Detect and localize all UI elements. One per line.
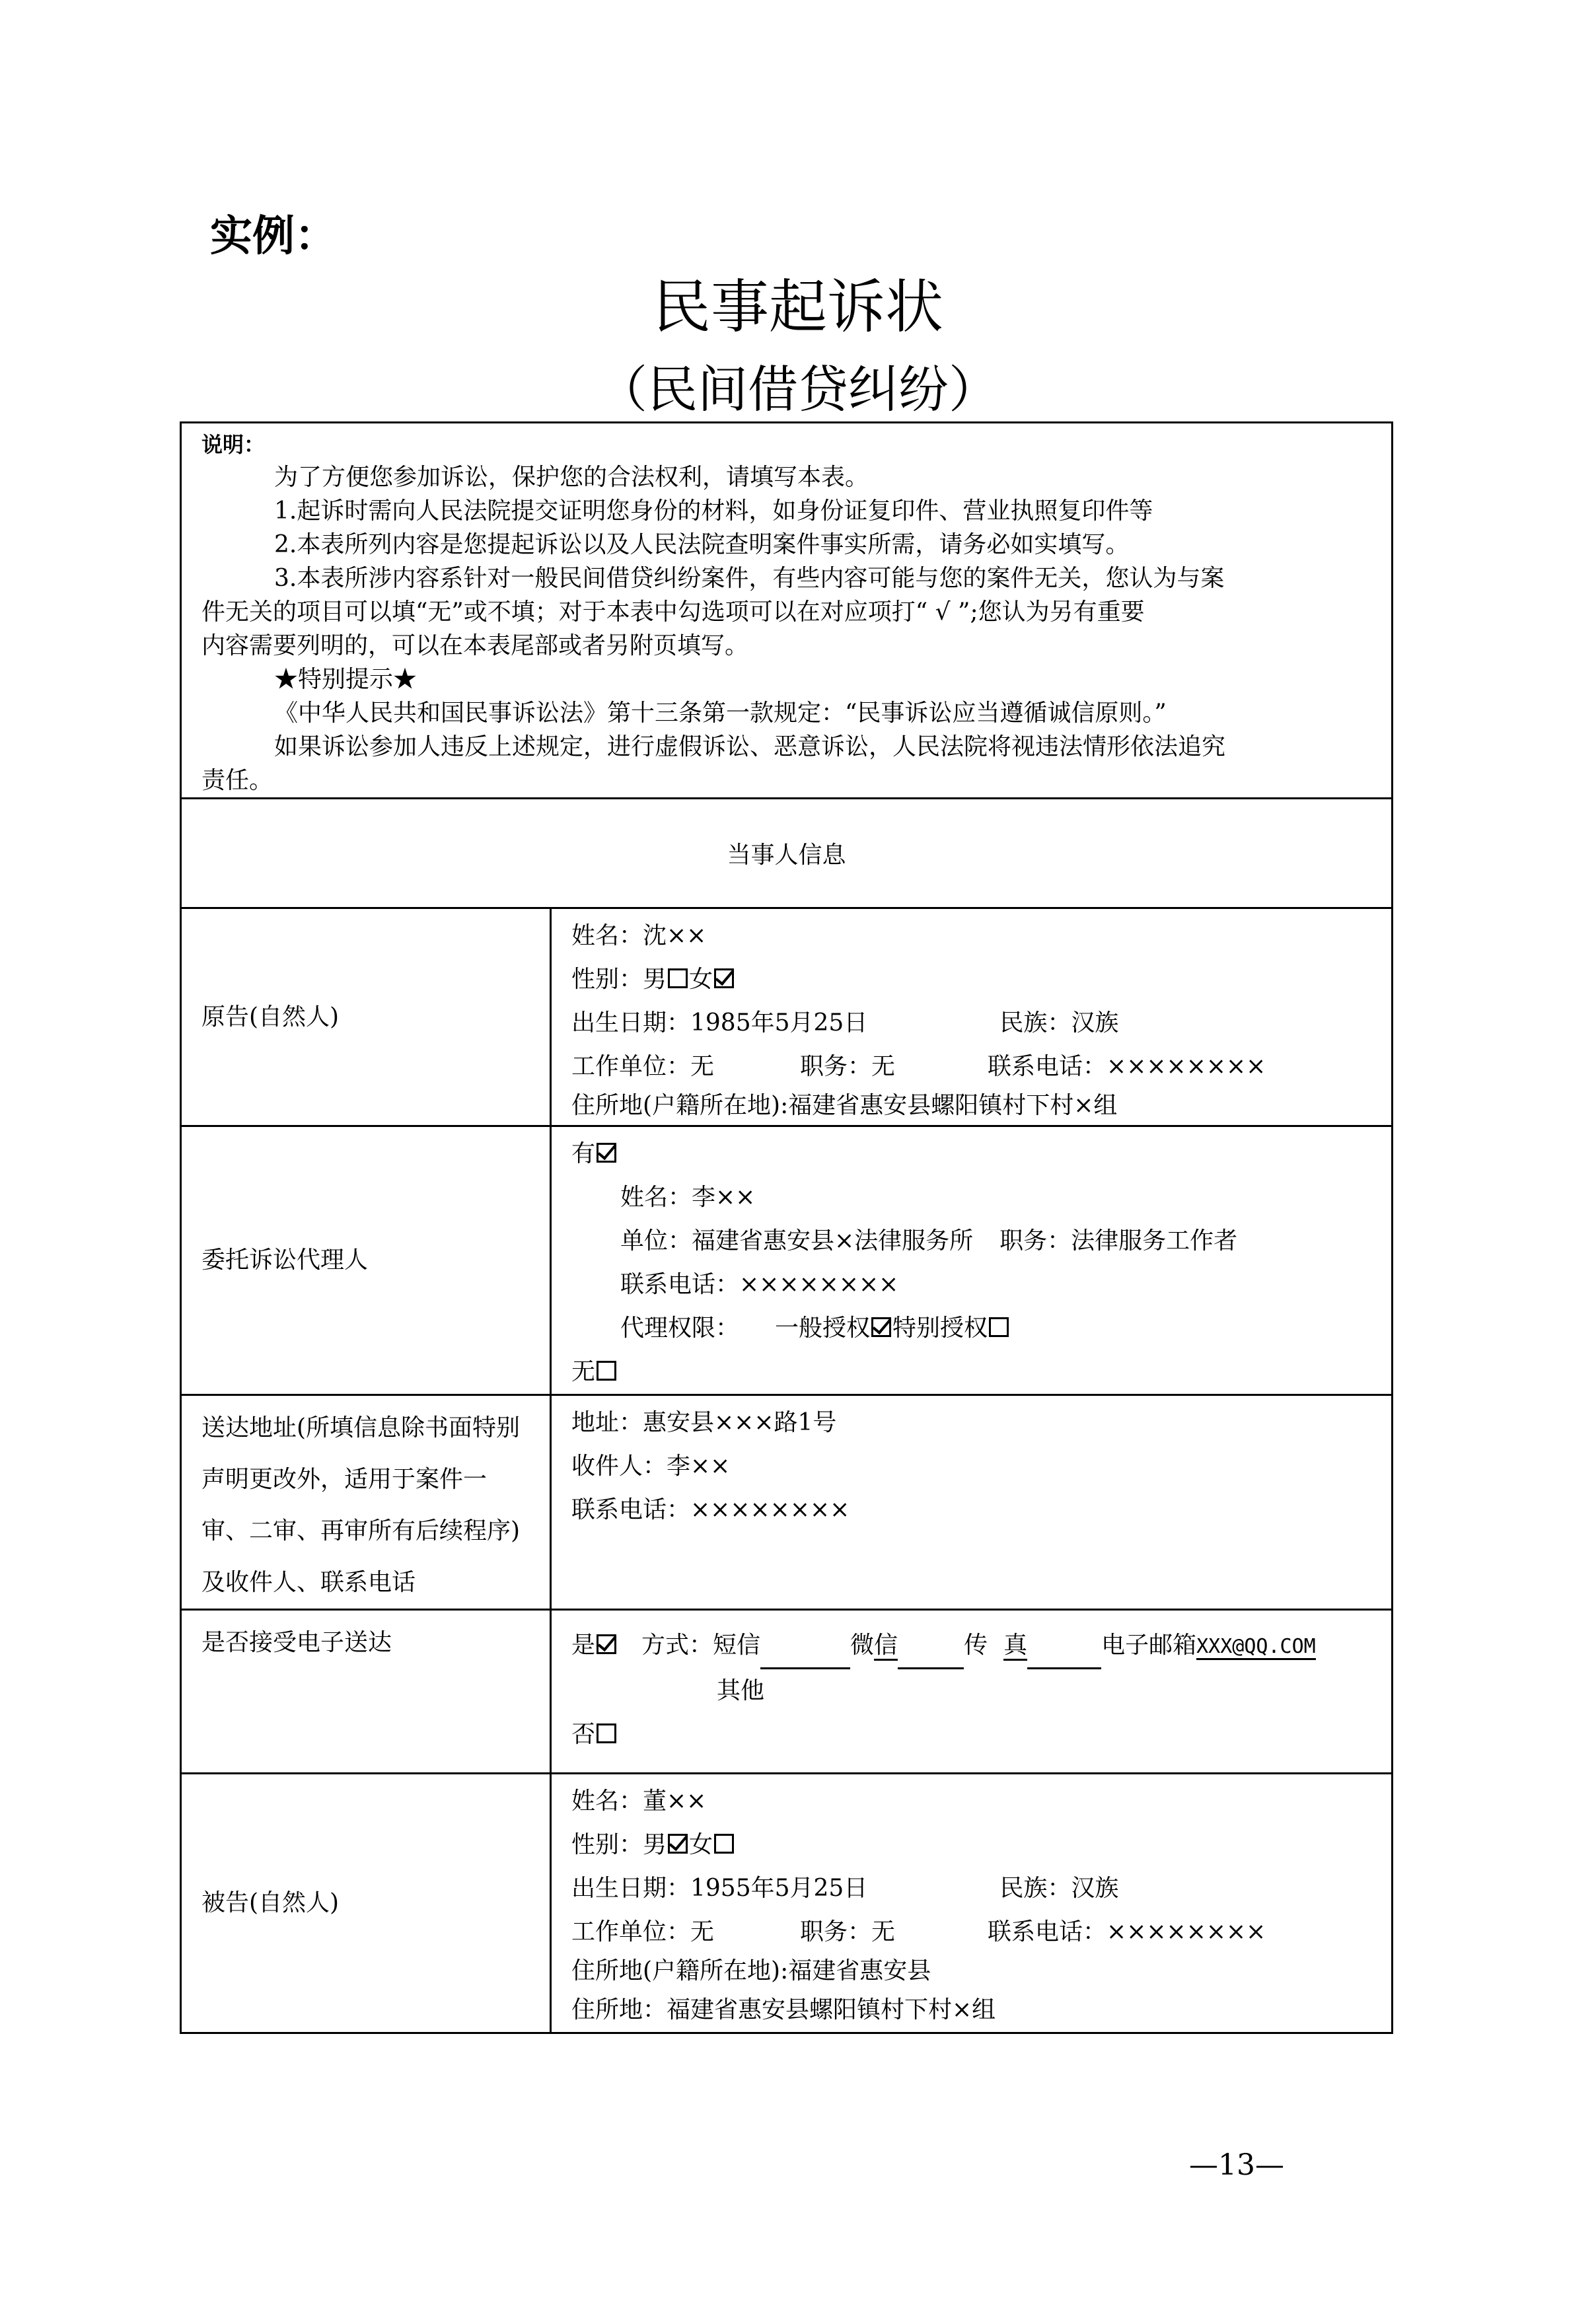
electronic-method-fax: 传 [964,1632,988,1659]
plaintiff-gender-female-label: 女 [689,966,713,993]
electronic-yes-checkbox[interactable] [597,1634,616,1654]
complaint-form-table [180,421,1393,2034]
defendant-phone: 联系电话：×××××××× [988,1918,1266,1945]
page-number: —13— [1189,2148,1284,2182]
plaintiff-male-checkbox[interactable] [668,968,688,988]
instructions-item-1: 1.起诉时需向人民法院提交证明您身份的材料，如身份证复印件、营业执照复印件等 [274,497,1153,525]
fax-blank[interactable] [1027,1640,1101,1669]
agent-authority-label: 代理权限： [620,1315,740,1342]
agent-none-checkbox[interactable] [597,1361,616,1381]
service-phone: 联系电话：×××××××× [571,1496,850,1523]
defendant-row [181,1774,1393,2033]
plaintiff-birth-line [571,1001,1371,1045]
instructions-row [181,423,1393,799]
agent-has-label: 有 [571,1140,596,1167]
electronic-no-line [571,1713,1371,1757]
defendant-label: 被告(自然人) [181,1774,551,2033]
defendant-birth-line [571,1867,1371,1910]
defendant-position: 职务：无 [800,1918,896,1945]
service-address-details [551,1395,1393,1610]
agent-special-checkbox[interactable] [989,1317,1009,1337]
agent-details [551,1126,1393,1395]
agent-phone: 联系电话：×××××××× [620,1271,899,1298]
instructions-item-3-end: 内容需要列明的，可以在本表尾部或者另附页填写。 [201,632,749,659]
service-recipient: 收件人：李×× [571,1453,731,1480]
defendant-residence: 住所地(户籍所在地):福建省惠安县 [571,1957,931,1984]
electronic-method-wechat-underlined: 信 [874,1632,898,1661]
electronic-service-details [551,1610,1393,1774]
section-title: 当事人信息 [181,799,1393,908]
agent-none-line [571,1350,1371,1394]
plaintiff-ethnicity: 民族：汉族 [999,1009,1119,1036]
defendant-address: 住所地：福建省惠安县螺阳镇村下村×组 [571,1996,996,2023]
plaintiff-label: 原告(自然人) [181,908,551,1126]
defendant-name: 姓名：董×× [571,1788,707,1815]
electronic-no-label: 否 [571,1721,596,1748]
defendant-female-checkbox[interactable] [714,1834,734,1854]
plaintiff-name: 姓名：沈×× [571,922,707,949]
agent-general-label: 一般授权 [775,1315,871,1342]
service-address-row [181,1395,1393,1610]
plaintiff-position: 职务：无 [800,1053,896,1080]
electronic-service-row [181,1610,1393,1774]
service-address: 地址：惠安县×××路1号 [571,1409,837,1436]
electronic-method-fax-underlined: 真 [1003,1632,1027,1661]
sms-blank[interactable] [760,1640,850,1669]
agent-unit-line [571,1219,1371,1263]
plaintiff-gender [571,958,1371,1001]
email-value[interactable]: XXX@QQ.COM [1196,1635,1316,1660]
instructions-item-2: 2.本表所列内容是您提起诉讼以及人民法院查明案件事实所需，请务必如实填写。 [274,531,1130,558]
electronic-other: 其他 [717,1677,765,1704]
electronic-method-email: 电子邮箱 [1101,1632,1197,1659]
document-subtitle: （民间借贷纠纷） [597,360,999,419]
special-notice-title: ★特别提示★ [274,666,417,693]
defendant-ethnicity: 民族：汉族 [999,1875,1119,1902]
electronic-method-sms: 方式：短信 [641,1632,761,1659]
defendant-work-line [571,1910,1371,1954]
plaintiff-work-line [571,1045,1371,1089]
electronic-methods-line [571,1624,1371,1669]
plaintiff-details [551,908,1393,1126]
defendant-gender-female-label: 女 [689,1831,713,1858]
electronic-yes-label: 是 [571,1632,596,1659]
agent-position: 职务：法律服务工作者 [999,1227,1238,1254]
electronic-no-checkbox[interactable] [597,1723,616,1743]
electronic-method-wechat: 微 [850,1632,875,1659]
agent-authority-line [571,1307,1371,1350]
wechat-blank[interactable] [898,1640,964,1669]
warning-text: 如果诉讼参加人违反上述规定，进行虚假诉讼、恶意诉讼，人民法院将视违法情形依法追究 [274,733,1226,760]
plaintiff-female-checkbox[interactable] [714,968,734,988]
defendant-details [551,1774,1393,2033]
agent-name: 姓名：李×× [620,1184,756,1211]
service-address-label: 送达地址(所填信息除书面特别声明更改外，适用于案件一审、二审、再审所有后续程序)及收件人、联系电话 [181,1395,551,1610]
agent-general-checkbox[interactable] [871,1317,891,1337]
defendant-gender-male-label: 性别：男 [571,1831,667,1858]
agent-special-label: 特别授权 [892,1315,988,1342]
agent-label: 委托诉讼代理人 [181,1126,551,1395]
instructions-cell [181,423,1393,799]
agent-has-checkbox[interactable] [597,1143,616,1163]
plaintiff-birth: 出生日期：1985年5月25日 [571,1009,868,1036]
instructions-intro: 为了方便您参加诉讼，保护您的合法权利，请填写本表。 [274,464,869,491]
agent-has-line [571,1132,1371,1176]
instructions-item-3-cont: 件无关的项目可以填“无”或不填；对于本表中勾选项可以在对应项打“ √ ”;您认为另有重要 [201,598,1145,626]
document-title: 民事起诉状 [652,273,943,341]
agent-row [181,1126,1393,1395]
plaintiff-residence: 住所地(户籍所在地):福建省惠安县螺阳镇村下村×组 [571,1092,1118,1119]
plaintiff-phone: 联系电话：×××××××× [988,1053,1266,1080]
plaintiff-employer: 工作单位：无 [571,1053,715,1080]
section-header-row [181,799,1393,908]
defendant-gender [571,1823,1371,1867]
instructions-item-3: 3.本表所涉内容系针对一般民间借贷纠纷案件，有些内容可能与您的案件无关，您认为与案 [274,565,1225,592]
instructions-heading: 说明： [201,432,266,457]
defendant-employer: 工作单位：无 [571,1918,715,1945]
plaintiff-gender-male-label: 性别：男 [571,966,667,993]
agent-unit: 单位：福建省惠安县×法律服务所 [620,1227,974,1254]
agent-none-label: 无 [571,1358,596,1385]
plaintiff-row [181,908,1393,1126]
electronic-service-label: 是否接受电子送达 [181,1610,551,1774]
defendant-birth: 出生日期：1955年5月25日 [571,1875,868,1902]
law-quote: 《中华人民共和国民事诉讼法》第十三条第一款规定：“民事诉讼应当遵循诚信原则。” [274,700,1167,727]
example-label: 实例： [210,212,337,261]
warning-text-end: 责任。 [201,767,273,794]
defendant-male-checkbox[interactable] [668,1834,688,1854]
